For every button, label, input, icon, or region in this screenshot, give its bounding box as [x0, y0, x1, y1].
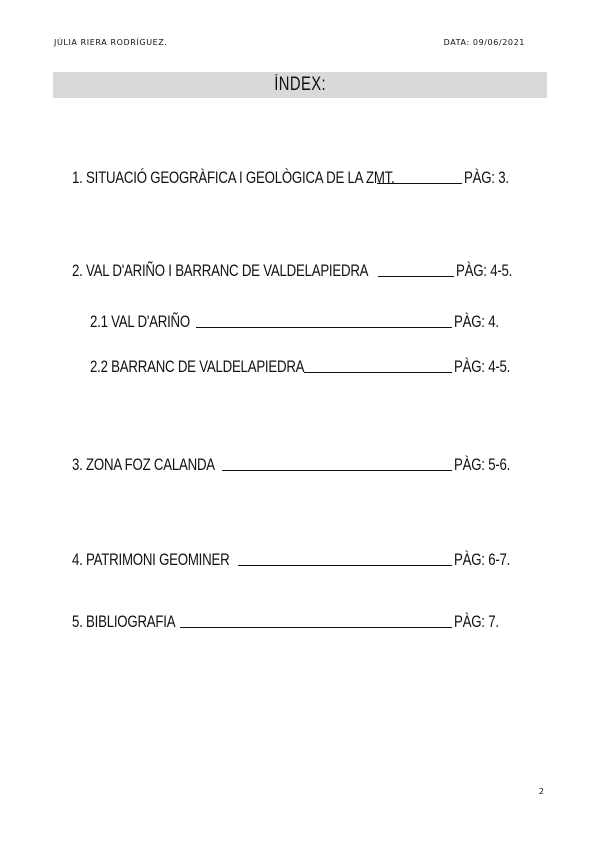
toc-leader-line: [222, 470, 452, 471]
toc-entry-2-1: [90, 312, 512, 332]
toc-leader-line: [238, 565, 452, 566]
toc-entry-text: 2. VAL D'ARIÑO I BARRANC DE VALDELAPIEDRA: [72, 261, 369, 280]
toc-entry-text: 4. PATRIMONI GEOMINER: [72, 550, 230, 569]
header-date: DATA: 09/06/2021: [443, 38, 525, 47]
toc-entry-page: PÀG: 3.: [464, 168, 509, 187]
toc-entry-page: PÀG: 6-7.: [454, 550, 511, 569]
toc-leader-line: [180, 627, 452, 628]
title-bar: [53, 72, 547, 98]
toc-entry-text: 3. ZONA FOZ CALANDA: [72, 455, 215, 474]
toc-leader-line: [378, 276, 454, 277]
toc-entry-page: PÀG: 7.: [454, 612, 499, 631]
toc-entry-text: 1. SITUACIÓ GEOGRÀFICA I GEOLÒGICA DE LA ZMT.: [72, 168, 395, 187]
toc-entry-text: 2.2 BARRANC DE VALDELAPIEDRA: [90, 357, 305, 376]
toc-entry-2-2: [90, 357, 512, 377]
toc-entry-page: PÀG: 4.: [454, 312, 499, 331]
toc-entry-5: [72, 612, 512, 632]
toc-entry-page: PÀG: 5-6.: [454, 455, 511, 474]
toc-entry-page: PÀG: 4-5.: [454, 357, 511, 376]
toc-entry-3: [72, 455, 512, 475]
toc-leader-line: [196, 327, 452, 328]
toc-entry-4: [72, 550, 512, 570]
toc-entry-text: 5. BIBLIOGRAFIA: [72, 612, 176, 631]
toc-entry-page: PÀG: 4-5.: [456, 261, 513, 280]
toc-entry-text: 2.1 VAL D'ARIÑO: [90, 312, 190, 331]
toc-leader-line: [304, 372, 452, 373]
page-title: ÍNDEX:: [274, 74, 326, 95]
toc-entry-1: [72, 168, 512, 188]
page-number: 2: [538, 787, 544, 796]
toc-entry-2: [72, 261, 512, 281]
header-author: JÚLIA RIERA RODRÍGUEZ.: [54, 38, 168, 47]
